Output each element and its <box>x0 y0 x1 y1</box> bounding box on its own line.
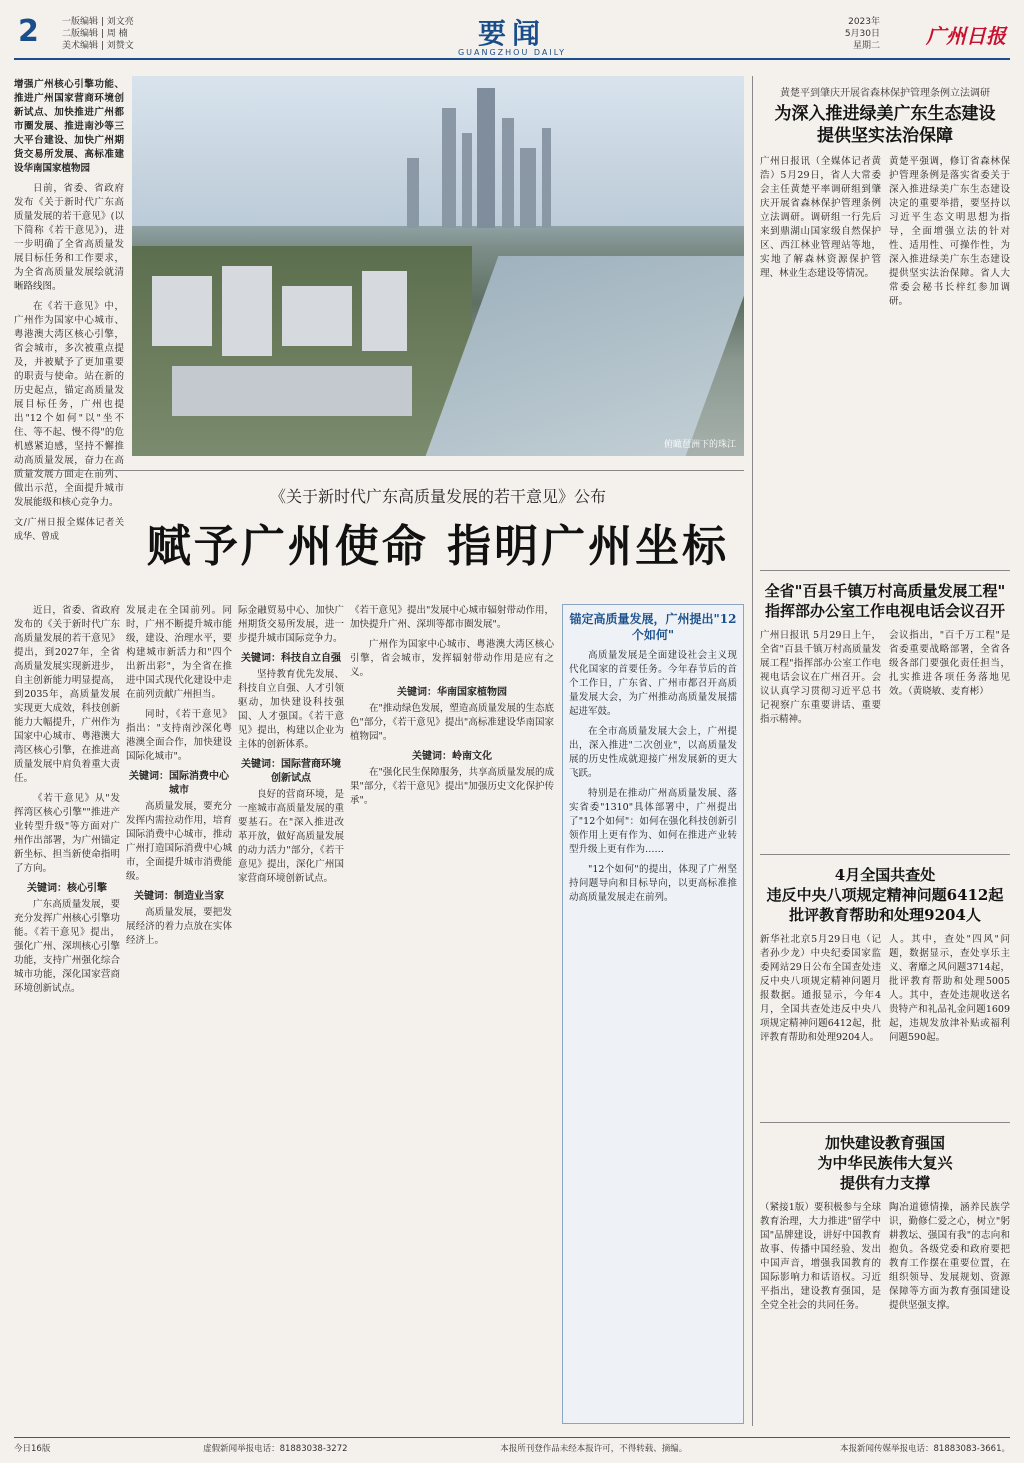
issue-date <box>845 16 880 52</box>
keyword-subhead: 关键词：国际营商环境创新试点 <box>241 759 341 784</box>
story-text: 新华社北京5月29日电（记者孙少龙）中央纪委国家监委网站29日公布全国查处违反中央八项规定精神问题月报数据。通报显示，今年4月，全国共查处违反中央八项规定精神问题6412起，批评教育帮助和处理9204人。 <box>760 934 881 1043</box>
sidebar-paragraph: 高质量发展是全面建设社会主义现代化国家的首要任务。今年春节后的首个工作日，广东省、广州市都召开高质量发展大会，为广州推动高质量发展擂起进军鼓。 <box>569 650 737 717</box>
story-text: （紧接1版）要积极参与全球教育治理，大力推进"留学中国"品牌建设，讲好中国教育故事、传播中国经验、发出中国声音，增强我国教育的国际影响力和话语权。习近平指出，建设教育强国，是全党全社会的共同任务。 <box>760 1202 881 1311</box>
story-title: 为深入推进绿美广东生态建设 提供坚实法治保障 <box>774 104 996 146</box>
main-headline: 赋予广州使命 指明广州坐标 <box>146 521 730 572</box>
date-year: 2023年 <box>848 17 880 27</box>
footer-copyright: 本报所刊登作品未经本报许可，不得转载、摘编。 <box>500 1444 688 1454</box>
keyword-subhead: 关键词：华南国家植物园 <box>397 687 507 698</box>
page-number: 2 <box>18 14 39 49</box>
article-paragraph: 坚持教育优先发展、科技自立自强、人才引领驱动，加快建设科技强国、人才强国。《若干意见》提出，构建以企业为主体的创新体系。 <box>238 669 344 750</box>
date-weekday: 星期二 <box>852 41 880 51</box>
keyword-subhead: 关键词：核心引擎 <box>27 883 107 894</box>
article-paragraph: 发展走在全国前列。同时，广州不断提升城市能级，建设、治理水平，要构建城市新活力和"四个出新出彩"，为全省在推进中国式现代化建设中走在前列贡献广州担当。 <box>126 605 232 700</box>
lead-column <box>14 78 124 544</box>
sidebar-paragraph: "12个如何"的提出，体现了广州坚持问题导向和目标导向，以更高标准推动高质量发展走在前列。 <box>569 864 737 903</box>
page-header <box>14 10 1010 60</box>
newspaper-logo: 广州日报 <box>926 24 1006 48</box>
article-column-4 <box>350 604 554 808</box>
article-column-3 <box>238 604 344 886</box>
sidebar-box <box>562 604 744 1424</box>
section-title: 要闻 <box>477 17 546 50</box>
story-village-project <box>760 560 1010 727</box>
photo-caption: 俯瞰琶洲下的珠江 <box>663 440 736 450</box>
sidebar-box-title: 锚定高质量发展，广州提出"12个如何" <box>569 612 737 642</box>
sidebar-paragraph: 特别是在推动广州高质量发展、落实省委"1310"具体部署中，广州提出了"12个如何"：如何在强化科技创新引领作用上更有作为、如何在推进产业转型升级上更有作为…… <box>569 788 737 855</box>
article-column-2 <box>126 604 232 948</box>
footer-hotline: 虚假新闻举报电话：81883038-3272 <box>203 1444 348 1454</box>
story-education <box>760 1112 1010 1313</box>
city-skyline-photo <box>132 76 744 456</box>
article-paragraph: 高质量发展，要充分发挥内需拉动作用，培育国际消费中心城市，推动广州打造国际消费中心城市，全面提升城市消费能级。 <box>126 801 232 882</box>
article-paragraph: 《若干意见》从"发挥湾区核心引擎""推进产业转型升级"等方面对广州作出部署，为广州锚定新坐标、担当新使命指明了方向。 <box>14 793 120 874</box>
story-text: 广州日报讯 5月29日上午，全省"百县千镇万村高质量发展工程"指挥部办公室工作电视电话会议在广州召开。会议认真学习贯彻习近平总书记视察广东重要讲话、重要指示精神。 <box>760 630 881 725</box>
story-text: 会议指出，"百千万工程"是省委重要战略部署，全省各级各部门要强化责任担当，扎实推进各项任务落地见效。（黄晓敏、麦育彬） <box>889 630 1010 697</box>
article-column-1 <box>14 604 120 996</box>
story-discipline-report <box>760 844 1010 1045</box>
article-paragraph: 高质量发展，要把发展经济的着力点放在实体经济上。 <box>126 907 232 946</box>
footer-report-line: 本报新闻传媒举报电话：81883083-3661。 <box>840 1444 1010 1454</box>
keyword-subhead: 关键词：岭南文化 <box>412 751 492 762</box>
article-paragraph: 际金融贸易中心、加快广州期货交易所发展，进一步提升城市国际竞争力。 <box>238 605 344 644</box>
article-paragraph: 广东高质量发展，要充分发挥广州核心引擎功能。《若干意见》提出，强化广州、深圳核心引擎功能，支持广州强化综合城市功能，深化国家营商环境创新试点。 <box>14 899 120 994</box>
article-paragraph: 近日，省委、省政府发布的《关于新时代广东高质量发展的若干意见》提出，到2027年，全省高质量发展实现新进步，自主创新能力明显提高，到2035年，高质量发展实现更大成效，科技创新能力大幅提升，广州作为国家中心城市、粤港澳大湾区核心引擎，在推进高质量发展中肩负着重大责任。 <box>14 605 120 784</box>
keyword-subhead: 关键词：国际消费中心城市 <box>129 771 229 796</box>
article-paragraph: 同时，《若干意见》指出："支持南沙深化粤港澳全面合作，加快建设国际化城市"。 <box>126 709 232 762</box>
story-text: 广州日报讯（全媒体记者黄 浩）5月29日，省人大常委会主任黄楚平率调研组到肇庆开展省森林保护管理条例立法调研。调研组一行先后来到鼎湖山国家级自然保护区、西江林业管理站等地，实地了解森林资源保护管理、林业生态建设等情况。 <box>760 156 881 279</box>
story-title: 全省"百县千镇万村高质量发展工程" 指挥部办公室工作电视电话会议召开 <box>764 582 1006 620</box>
section-subtitle: GUANGZHOU DAILY <box>457 48 567 57</box>
article-paragraph: 广州作为国家中心城市、粤港澳大湾区核心引擎，省会城市，发挥辐射带动作用是应有之义。 <box>350 639 554 678</box>
article-paragraph: 在"强化民生保障服务，共享高质量发展的成果"部分，《若干意见》提出"加强历史文化保护传承"。 <box>350 767 554 806</box>
sidebar-paragraph: 在全市高质量发展大会上，广州提出，深入推进"二次创业"，以高质量发展的历史性成就迎接广州发展新的更大飞跃。 <box>569 726 737 779</box>
story-text: 陶冶道德情操，涵养民族学识，勤修仁爱之心，树立"躬耕教坛、强国有我"的志向和抱负。各级党委和政府要把教育工作摆在重要位置，在组织领导、发展规划、资源保障等方面为教育强国建设提供坚强支撑。 <box>889 1202 1010 1311</box>
lead-summary: 增强广州核心引擎功能、推进广州国家营商环境创新试点、加快推进广州都市圈发展、推进南沙等三大平台建设、加快广州期货交易所发展、高标准建设华南国家植物园 <box>14 79 124 174</box>
story-text: 人。其中，查处"四风"问题，数据显示，查处享乐主义、奢靡之风问题3714起，批评教育帮助和处理5005人。其中，查处违规收送名贵特产和礼品礼金问题1609起，违规发放津补贴或福利问题590起。 <box>889 934 1010 1043</box>
story-title: 4月全国共查处 违反中央八项规定精神问题6412起 批评教育帮助和处理9204人 <box>766 866 1004 924</box>
article-paragraph: 良好的营商环境，是一座城市高质量发展的重要基石。在"深入推进改革开放，做好高质量发展的动力活力"部分，《若干意见》提出，深化广州国家营商环境创新试点。 <box>238 789 344 884</box>
keyword-subhead: 关键词：科技自立自强 <box>241 653 341 664</box>
keyword-subhead: 关键词：制造业当家 <box>134 891 224 902</box>
lead-paragraph: 在《若干意见》中，广州作为国家中心城市、粤港澳大湾区核心引擎，省会城市，多次被重点提及，并被赋予了更加重要的职责与使命。站在新的历史起点，锚定高质量发展目标任务，广州也提出"12个如何"以"坐不住、等不起、慢不得"的危机感紧迫感，坚持不懈推动高质量发展，奋力在高质量发展方面走在前列、做出示范，全面提升城市发展能级和核心竞争力。 <box>14 301 124 508</box>
editor-line: 一版编辑 | 刘文亮 <box>62 17 134 27</box>
lead-paragraph: 日前，省委、省政府发布《关于新时代广东高质量发展的若干意见》(以下简称《若干意见》)，进一步明确了全省高质量发展目标任务和工作要求，为全省高质量发展绘就清晰路线图。 <box>14 183 124 292</box>
story-kicker: 黄楚平到肇庆开展省森林保护管理条例立法调研 <box>780 88 990 99</box>
story-text: 黄楚平强调，修订省森林保护管理条例是落实省委关于深入推进绿美广东生态建设决定的重要举措，要坚持以习近平生态文明思想为指导，全面增强立法的针对性、适用性、可操作性，为深入推进绿美广东生态建设提供坚实法治保障。省人大常委会秘书长梓红参加调研。 <box>889 156 1010 307</box>
footer-pages: 今日16版 <box>14 1444 51 1454</box>
date-day: 5月30日 <box>844 29 880 39</box>
story-title: 加快建设教育强国 为中华民族伟大复兴 提供有力支撑 <box>817 1134 953 1192</box>
editor-line: 美术编辑 | 刘赞文 <box>62 41 134 51</box>
page-footer <box>14 1437 1010 1454</box>
story-forest-law <box>760 84 1010 309</box>
article-paragraph: 在"推动绿色发展，塑造高质量发展的生态底色"部分，《若干意见》提出"高标准建设华南国家植物园"。 <box>350 703 554 742</box>
main-kicker: 《关于新时代广东高质量发展的若干意见》公布 <box>269 487 606 506</box>
editor-line: 二版编辑 | 周 楠 <box>62 29 128 39</box>
article-paragraph: 《若干意见》提出"发展中心城市辐射带动作用，加快提升广州、深圳等都市圈发展"。 <box>350 605 554 630</box>
byline: 文/广州日报全媒体记者关成华、曾成 <box>14 518 124 542</box>
